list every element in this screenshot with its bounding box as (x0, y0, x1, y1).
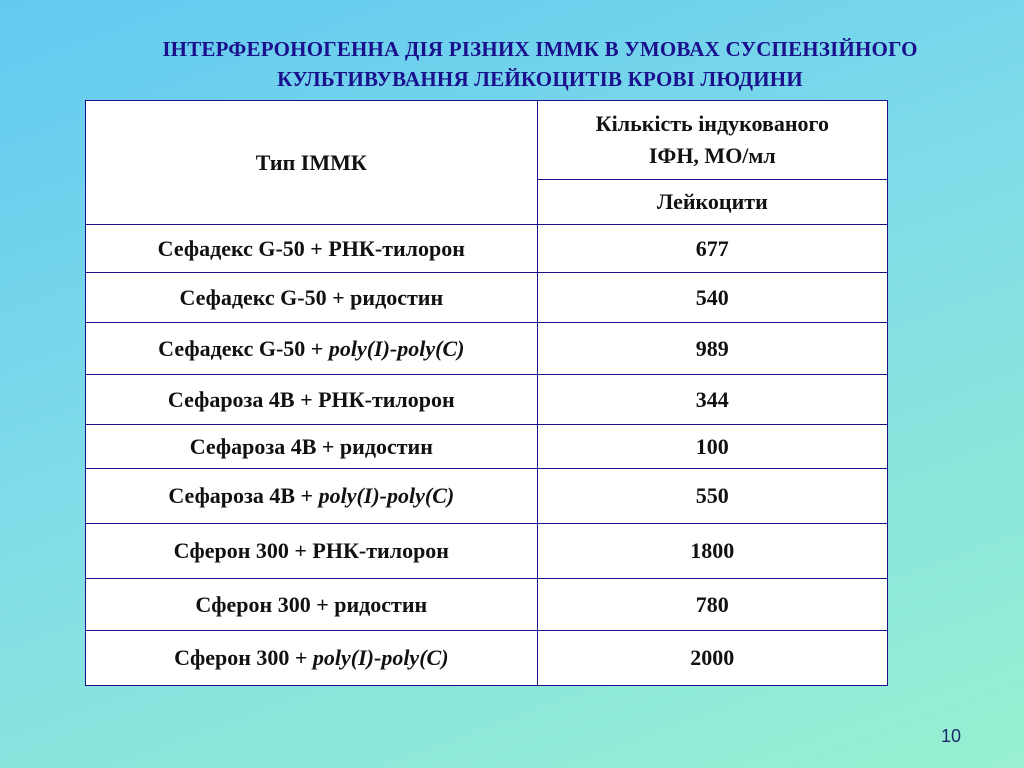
immk-type-cell (86, 375, 538, 425)
column-subheader-leukocytes: Лейкоцити (537, 180, 887, 225)
immk-carrier: Сефароза 4В + (167, 386, 319, 412)
immk-inducer: poly(I)-poly(C) (328, 335, 465, 361)
table-row (86, 375, 888, 425)
ifn-value-cell: 1800 (537, 524, 887, 579)
data-table (85, 100, 888, 686)
ifn-value-cell: 677 (537, 225, 887, 273)
immk-inducer: ридостин (334, 591, 428, 617)
ifn-value-cell: 989 (537, 323, 887, 375)
immk-carrier: Сефадекс G-50 + (179, 284, 351, 310)
immk-carrier: Сефароза 4В + (189, 433, 340, 459)
ifn-value-cell: 344 (537, 375, 887, 425)
immk-carrier: Сефароза 4В + (168, 483, 319, 508)
ifn-value-cell: 550 (537, 469, 887, 524)
immk-carrier: Сефадекс G-50 + (157, 235, 329, 261)
immk-carrier: Сефадекс G-50 + (158, 335, 329, 361)
ifn-value-cell: 780 (537, 579, 887, 631)
table-row (86, 225, 888, 273)
immk-inducer: ридостин (339, 433, 433, 459)
table-row (86, 323, 888, 375)
immk-inducer: РНК-тилорон (318, 386, 455, 412)
table-row (86, 425, 888, 469)
immk-inducer: poly(I)-poly(C) (318, 483, 455, 508)
table-row (86, 579, 888, 631)
column-header-immk-type: Тип ІММК (86, 101, 538, 225)
table-row (86, 631, 888, 686)
column-header-ifn-amount-line-2: ІФН, МО/мл (648, 143, 776, 168)
immk-inducer: poly(I)-poly(C) (312, 645, 449, 670)
immk-type-cell (86, 631, 538, 686)
immk-type-cell (86, 579, 538, 631)
immk-carrier: Сферон 300 + (174, 645, 313, 670)
immk-type-cell (86, 524, 538, 579)
slide-title (60, 34, 1020, 94)
immk-type-cell (86, 273, 538, 323)
table-row (86, 273, 888, 323)
ifn-value-cell: 100 (537, 425, 887, 469)
immk-carrier: Сферон 300 + (173, 538, 313, 563)
immk-carrier: Сферон 300 + (195, 591, 335, 617)
ifn-value-cell: 540 (537, 273, 887, 323)
table-row (86, 524, 888, 579)
immk-type-cell (86, 225, 538, 273)
immk-type-cell (86, 425, 538, 469)
immk-type-cell (86, 323, 538, 375)
column-header-ifn-amount-line-1: Кількість індукованого (595, 111, 829, 136)
ifn-value-cell: 2000 (537, 631, 887, 686)
immk-inducer: ридостин (350, 284, 444, 310)
immk-type-cell (86, 469, 538, 524)
table-header-row (86, 101, 888, 180)
slide-title-line-1: ІНТЕРФЕРОНОГЕННА ДІЯ РІЗНИХ ІММК В УМОВАХ СУСПЕНЗІЙНОГО (162, 37, 918, 61)
slide-title-line-2: КУЛЬТИВУВАННЯ ЛЕЙКОЦИТІВ КРОВІ ЛЮДИНИ (277, 67, 803, 91)
immk-inducer: РНК-тилорон (312, 538, 449, 563)
immk-inducer: РНК-тилорон (328, 235, 465, 261)
page-number: 10 (941, 726, 962, 746)
table-row (86, 469, 888, 524)
column-header-ifn-amount (537, 101, 887, 180)
